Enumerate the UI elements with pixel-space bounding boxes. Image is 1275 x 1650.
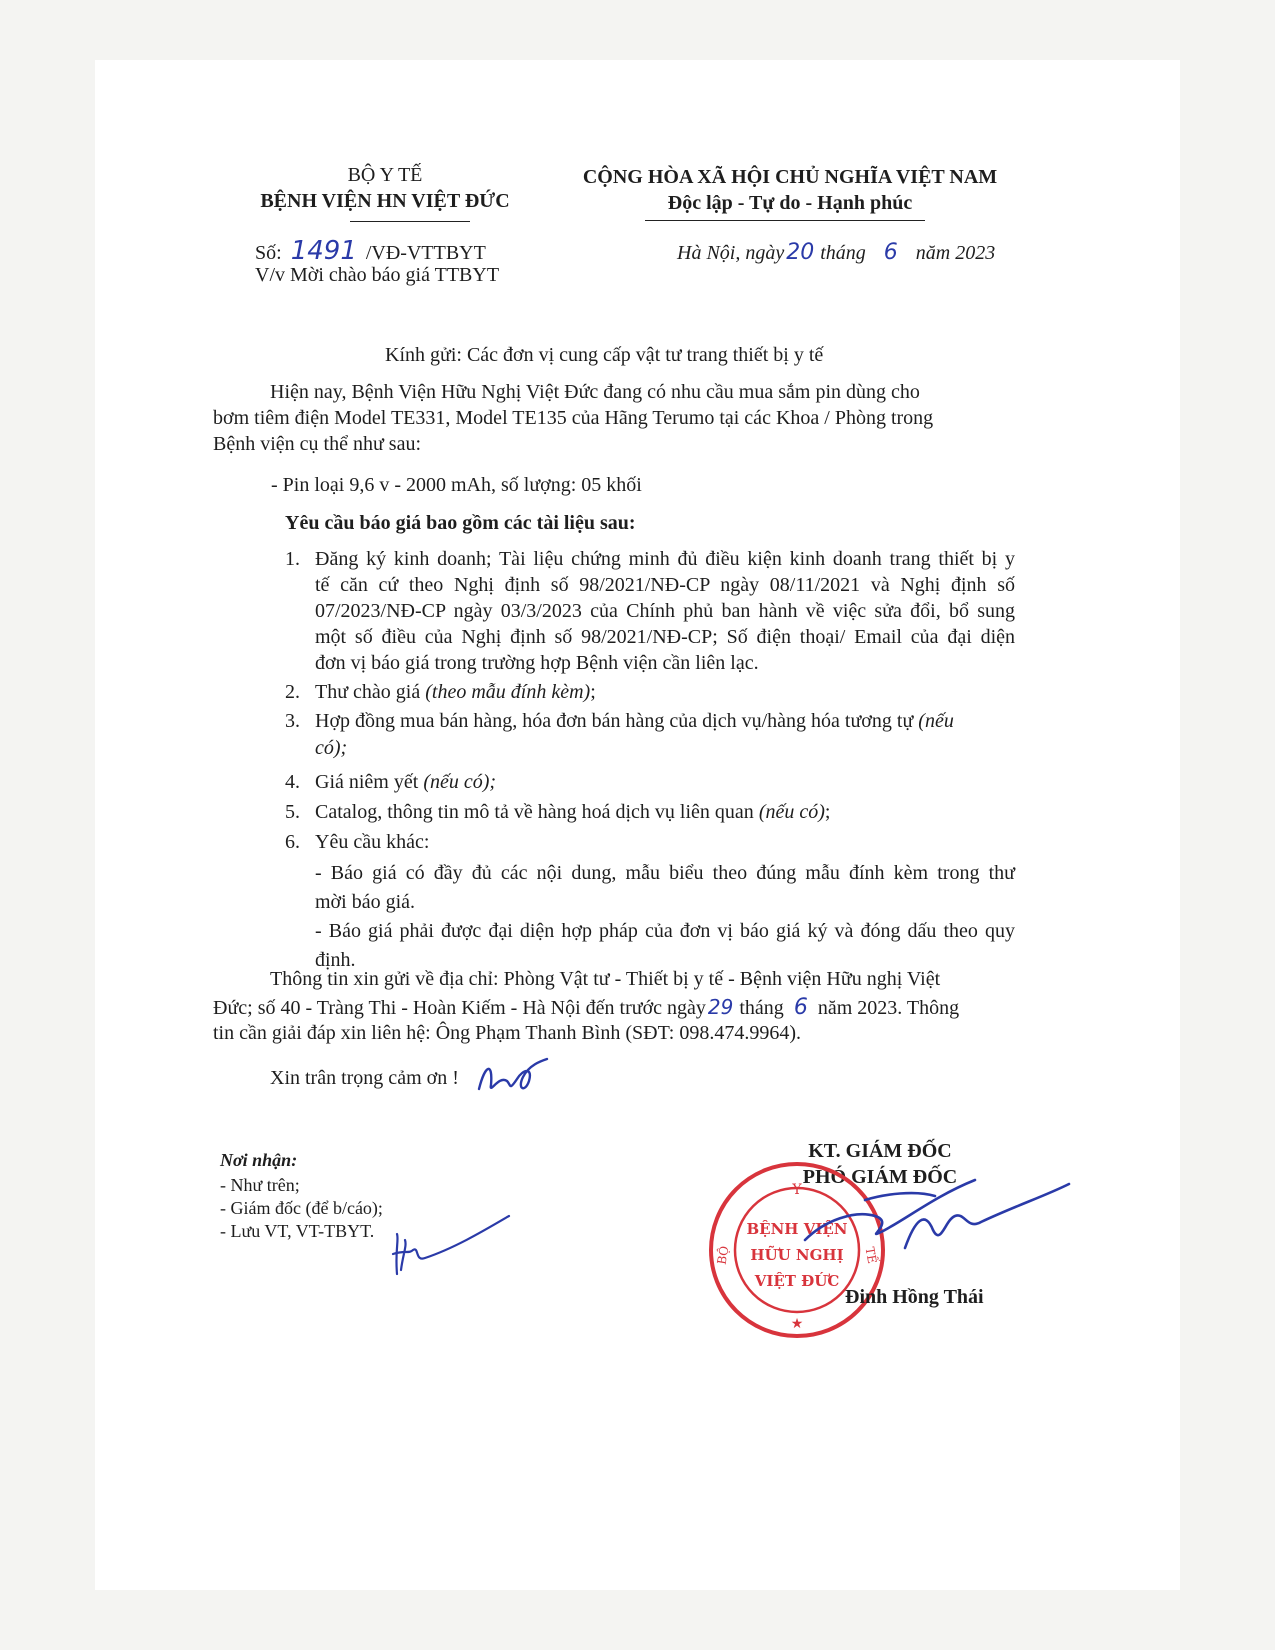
number-handwritten: 1491 xyxy=(290,236,357,266)
deadline-day-handwritten: 29 xyxy=(707,995,734,1019)
closing-line: Xin trân trọng cảm ơn ! xyxy=(270,1067,459,1089)
item-1-line-1: Đăng ký kinh doanh; Tài liệu chứng minh đủ điều kiện kinh doanh trang thiết bị y xyxy=(315,548,1015,570)
other-req-2-line-2: định. xyxy=(315,949,356,971)
signature-title-1: KT. GIÁM ĐỐC xyxy=(808,1140,952,1162)
requirements-heading: Yêu cầu báo giá bao gồm các tài liệu sau: xyxy=(285,512,636,534)
item-1-line-3: 07/2023/NĐ-CP ngày 03/3/2023 của Chính phủ ban hành về việc sửa đổi, bổ sung xyxy=(315,600,1015,622)
recipient-item: - Như trên; xyxy=(220,1175,300,1195)
national-motto: Độc lập - Tự do - Hạnh phúc xyxy=(667,192,913,214)
contact-line-2-c: năm 2023. Thông xyxy=(817,997,960,1019)
contact-line-3: tin cần giải đáp xin liên hệ: Ông Phạm Thanh Bình (SĐT: 098.474.9964). xyxy=(213,1022,802,1044)
item-3-text: Hợp đồng mua bán hàng, hóa đơn bán hàng của dịch vụ/hàng hóa tương tự xyxy=(315,710,919,732)
contact-line-2-a: Đức; số 40 - Tràng Thi - Hoàn Kiếm - Hà Nội đến trước ngày xyxy=(213,997,706,1019)
date-month-handwritten: 6 xyxy=(883,240,898,265)
document-page xyxy=(95,60,1180,1590)
seal-ring-left: BỘ xyxy=(714,1244,732,1266)
seal-ring-right: TẾ xyxy=(862,1245,880,1265)
other-requirement xyxy=(315,862,1015,914)
item-number: 1. xyxy=(285,548,300,570)
seal-line-1: BỆNH VIỆN xyxy=(746,1220,848,1238)
hospital-name: BỆNH VIỆN HN VIỆT ĐỨC xyxy=(260,190,510,212)
issue-date xyxy=(677,240,995,265)
seal-star-icon: ★ xyxy=(790,1316,804,1332)
signature-title-2: PHÓ GIÁM ĐỐC xyxy=(802,1166,958,1188)
other-req-2-line-1: - Báo giá phải được đại diện hợp pháp của đơn vị báo giá ký và đóng dấu theo quy xyxy=(315,920,1015,942)
item-2-tail: ; xyxy=(590,681,596,703)
contact-line-2-b: tháng xyxy=(739,997,784,1019)
subject-line: V/v Mời chào báo giá TTBYT xyxy=(255,264,500,286)
contact-line-2 xyxy=(213,995,1023,1020)
item-5-text: Catalog, thông tin mô tả về hàng hoá dịch vụ liên quan xyxy=(315,801,759,823)
seal-line-2: HỮU NGHỊ xyxy=(750,1246,844,1264)
item-5-italic: (nếu có) xyxy=(758,801,825,823)
other-req-1-line-1: - Báo giá có đầy đủ các nội dung, mẫu biểu theo đúng mẫu đính kèm trong thư xyxy=(315,862,1015,884)
ministry-name: BỘ Y TẾ xyxy=(347,164,423,186)
country-name: CỘNG HÒA XÃ HỘI CHỦ NGHĨA VIỆT NAM xyxy=(582,166,998,188)
motto-underline xyxy=(645,220,925,221)
deadline-month-handwritten: 6 xyxy=(793,995,808,1020)
document-number xyxy=(255,236,486,266)
item-3-italic: (nếu xyxy=(918,710,954,732)
item-number: 5. xyxy=(285,801,300,823)
item-2-italic: (theo mẫu đính kèm) xyxy=(425,681,591,703)
item-3-italic-cont: có); xyxy=(315,737,348,759)
signer-name: Đinh Hồng Thái xyxy=(845,1286,984,1308)
item-line: - Pin loại 9,6 v - 2000 mAh, số lượng: 05 khối xyxy=(271,474,642,496)
recipient-item: - Lưu VT, VT-TBYT. xyxy=(220,1221,375,1241)
date-prefix: Hà Nội, ngày xyxy=(677,242,785,264)
other-req-1-line-2: mời báo giá. xyxy=(315,891,415,913)
seal-ring-top: Y xyxy=(792,1182,802,1198)
number-prefix: Số: xyxy=(255,242,282,264)
item-5-tail: ; xyxy=(824,801,831,823)
item-number: 4. xyxy=(285,771,300,793)
item-4-text: Giá niêm yết xyxy=(315,771,424,793)
contact-line-1: Thông tin xin gửi về địa chỉ: Phòng Vật tư - Thiết bị y tế - Bệnh viện Hữu nghị Việt xyxy=(270,968,941,990)
item-1-line-4: một số điều của Nghị định số 98/2021/NĐ-CP; Số điện thoại/ Email của đại diện xyxy=(315,626,1015,648)
intro-line-1: Hiện nay, Bệnh Viện Hữu Nghị Việt Đức đang có nhu cầu mua sắm pin dùng cho xyxy=(270,381,920,403)
number-suffix: /VĐ-VTTBYT xyxy=(365,242,486,264)
item-number: 2. xyxy=(285,681,300,703)
recipients-block xyxy=(220,1150,383,1242)
intro-line-3: Bệnh viện cụ thể như sau: xyxy=(213,433,422,455)
initials-signature-icon xyxy=(473,1055,553,1099)
item-number: 6. xyxy=(285,831,300,853)
recipient-line: Kính gửi: Các đơn vị cung cấp vật tư trang thiết bị y tế xyxy=(385,344,824,366)
other-requirement xyxy=(315,920,1015,972)
recipient-item: - Giám đốc (để b/cáo); xyxy=(220,1198,383,1218)
director-signature-icon xyxy=(785,1160,1075,1270)
item-6-text: Yêu cầu khác: xyxy=(315,831,430,853)
clerk-signature-icon xyxy=(385,1210,515,1280)
recipients-title: Nơi nhận: xyxy=(220,1150,298,1170)
seal-line-3: VIỆT ĐỨC xyxy=(754,1272,840,1290)
date-month-label: tháng xyxy=(820,242,866,264)
item-2-text: Thư chào giá xyxy=(315,681,426,703)
item-1-line-5: đơn vị báo giá trong trường hợp Bệnh viện cần liên lạc. xyxy=(315,652,759,674)
item-4-italic: (nếu có); xyxy=(423,771,497,793)
date-year: năm 2023 xyxy=(915,242,996,264)
hospital-underline xyxy=(350,221,470,222)
item-number: 3. xyxy=(285,710,300,732)
item-1-line-2: tế căn cứ theo Nghị định số 98/2021/NĐ-CP ngày 08/11/2021 và Nghị định số xyxy=(315,574,1015,596)
intro-line-2: bơm tiêm điện Model TE331, Model TE135 của Hãng Terumo tại các Khoa / Phòng trong xyxy=(213,407,934,429)
date-day-handwritten: 20 xyxy=(786,240,815,265)
